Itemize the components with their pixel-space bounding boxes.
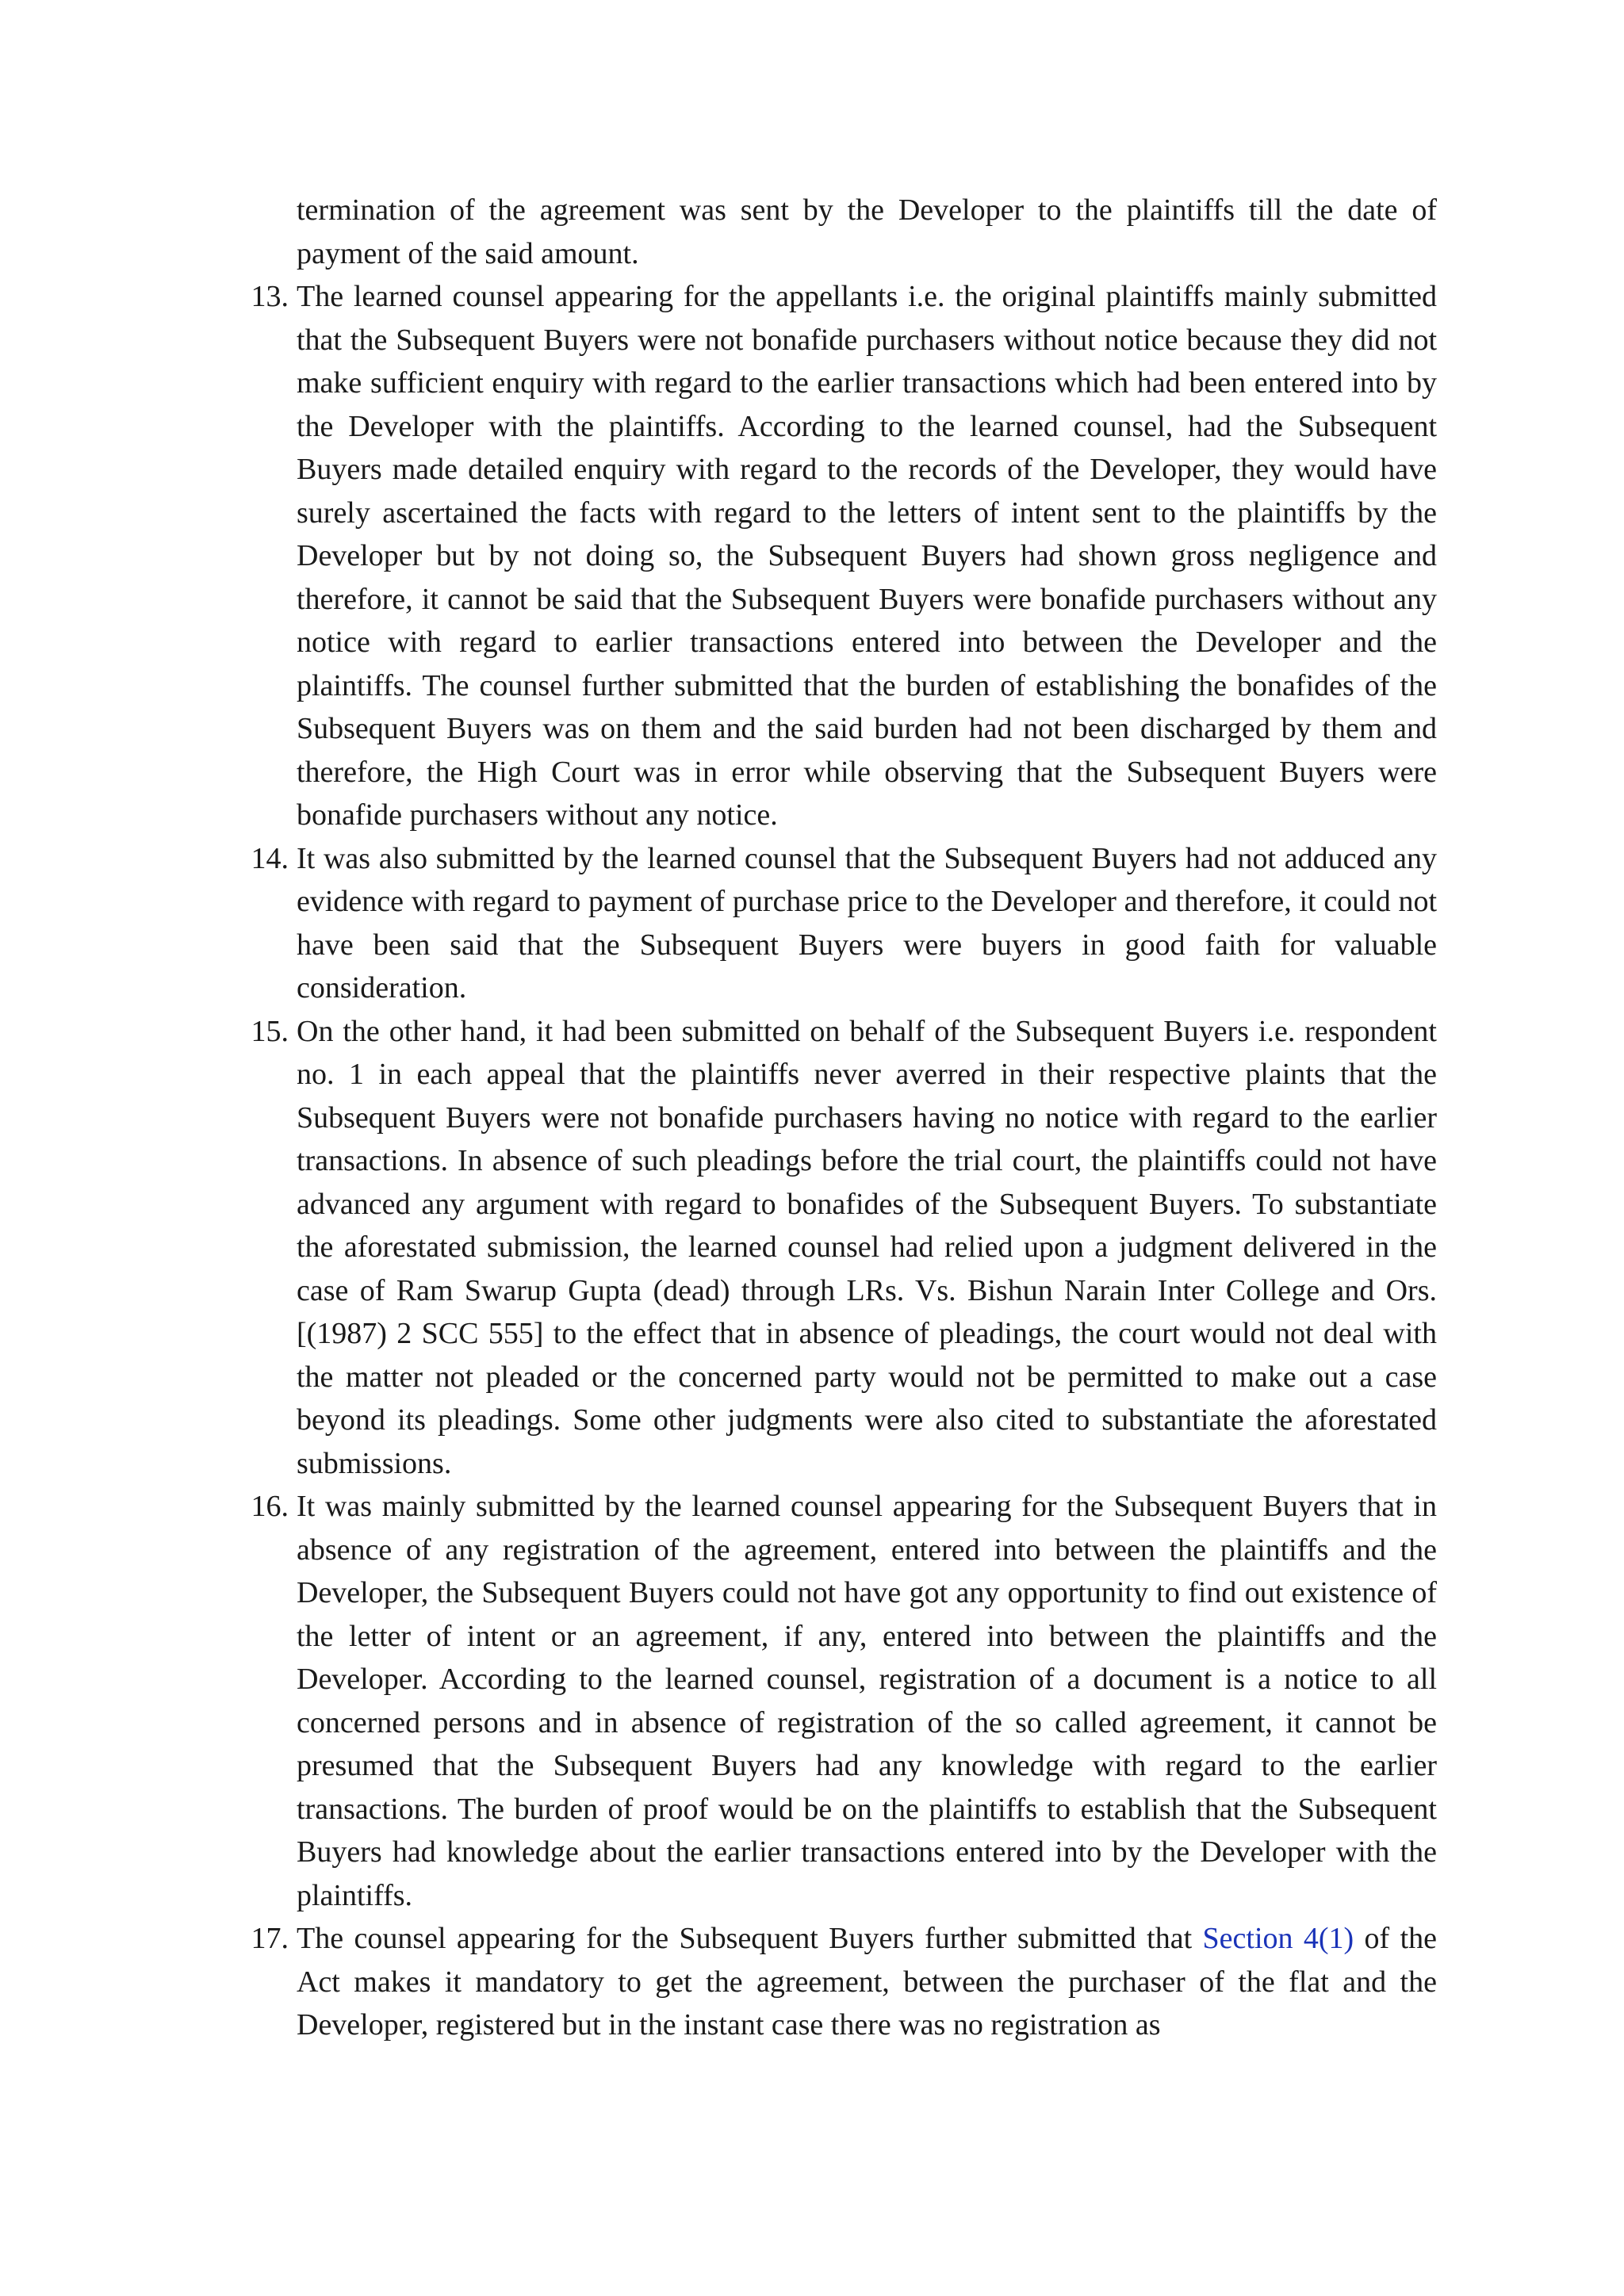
paragraph-13 <box>251 275 1437 837</box>
paragraph-number: 16. <box>251 1490 289 1523</box>
paragraph-text: It was also submitted by the learned counsel that the Subsequent Buyers had not adduced any evidence with regard to payment of purchase price to the Developer and therefore, it could not have been said that the Subsequent Buyers were buyers in good faith for valuable consideration. <box>297 841 1437 1004</box>
paragraph-number: 14. <box>251 841 289 875</box>
continuation-text: termination of the agreement was sent by the Developer to the plaintiffs till the date of payment of the said amount. <box>297 193 1437 270</box>
paragraph-text-after-link: of the Act makes it mandatory to get the agreement, between the purchaser of the flat and the Developer, registered but in the instant case there was no registration as <box>297 1922 1438 2042</box>
paragraph-text: The learned counsel appearing for the appellants i.e. the original plaintiffs mainly submitted that the Subsequent Buyers were not bonafide purchasers without notice because they did not make sufficient enquiry with regard to the earlier transactions which had been entered into by the Developer with the plaintiffs. According to the learned counsel, had the Subsequent Buyers made detailed enquiry with regard to the records of the Developer, they would have surely ascertained the facts with regard to the letters of intent sent to the plaintiffs by the Developer but by not doing so, the Subsequent Buyers had shown gross negligence and therefore, it cannot be said that the Subsequent Buyers were bonafide purchasers without any notice with regard to earlier transactions entered into between the Developer and the plaintiffs. The counsel further submitted that the burden of establishing the bonafides of the Subsequent Buyers was on them and the said burden had not been discharged by them and therefore, the High Court was in error while observing that the Subsequent Buyers were bonafide purchasers without any notice. <box>297 280 1437 832</box>
paragraph-16 <box>251 1485 1437 1917</box>
paragraph-14 <box>251 837 1437 1010</box>
paragraph-text: It was mainly submitted by the learned counsel appearing for the Subsequent Buyers that in absence of any registration of the agreement, entered into between the plaintiffs and the Developer, the Subsequent Buyers could not have got any opportunity to find out existence of the letter of intent or an agreement, if any, entered into between the plaintiffs and the Developer. According to the learned counsel, registration of a document is a notice to all concerned persons and in absence of registration of the so called agreement, it cannot be presumed that the Subsequent Buyers had any knowledge with regard to the earlier transactions. The burden of proof would be on the plaintiffs to establish that the Subsequent Buyers had knowledge about the earlier transactions entered into by the Developer with the plaintiffs. <box>297 1490 1437 1912</box>
continuation-paragraph <box>297 189 1437 275</box>
paragraph-15 <box>251 1010 1437 1486</box>
section-4-1-link[interactable]: Section 4(1) <box>1202 1922 1354 1955</box>
paragraph-text-before-link: The counsel appearing for the Subsequent Buyers further submitted that <box>297 1922 1203 1955</box>
document-body <box>251 189 1438 2047</box>
paragraph-text: On the other hand, it had been submitted on behalf of the Subsequent Buyers i.e. respondent no. 1 in each appeal that the plaintiffs never averred in their respective plaints that the Subsequent Buyers were not bonafide purchasers having no notice with regard to the earlier transactions. In absence of such pleadings before the trial court, the plaintiffs could not have advanced any argument with regard to bonafides of the Subsequent Buyers. To substantiate the aforestated submission, the learned counsel had relied upon a judgment delivered in the case of Ram Swarup Gupta (dead) through LRs. Vs. Bishun Narain Inter College and Ors. [(1987) 2 SCC 555] to the effect that in absence of pleadings, the court would not deal with the matter not pleaded or the concerned party would not be permitted to make out a case beyond its pleadings. Some other judgments were also cited to substantiate the aforestated submissions. <box>297 1014 1437 1480</box>
paragraph-number: 17. <box>251 1922 289 1955</box>
paragraph-number: 13. <box>251 280 289 313</box>
paragraph-number: 15. <box>251 1014 289 1048</box>
paragraph-17 <box>251 1917 1438 2047</box>
